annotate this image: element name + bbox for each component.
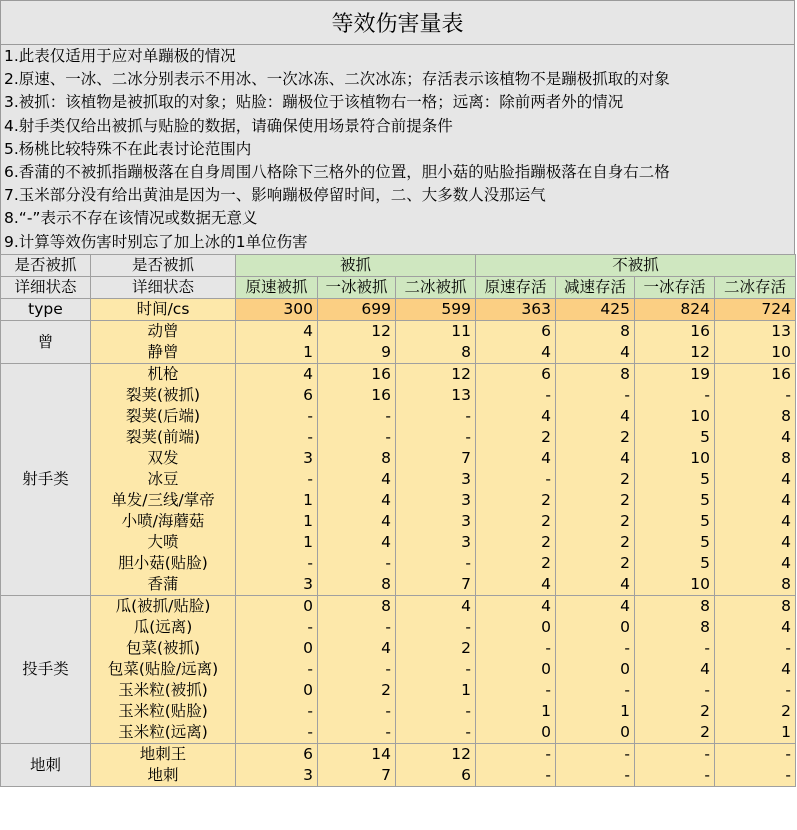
value-cell: 8: [715, 596, 796, 618]
time-cell: 363: [476, 299, 556, 321]
row-label: 单发/三线/掌帝: [91, 490, 236, 511]
header-cell: 时间/cs: [91, 299, 236, 321]
value-cell: 4: [715, 469, 796, 490]
sheet-title: 等效伤害量表: [0, 0, 795, 45]
value-cell: 8: [318, 596, 396, 618]
value-cell: -: [556, 765, 635, 787]
row-label: 裂荚(后端): [91, 406, 236, 427]
value-cell: 4: [556, 596, 635, 618]
value-cell: 4: [318, 638, 396, 659]
value-cell: 4: [318, 490, 396, 511]
value-cell: 8: [396, 342, 476, 364]
value-cell: 13: [715, 321, 796, 343]
value-cell: 14: [318, 744, 396, 766]
time-cell: 824: [635, 299, 715, 321]
value-cell: 7: [396, 574, 476, 596]
value-cell: 2: [556, 490, 635, 511]
value-cell: 1: [236, 490, 318, 511]
table-body: [1, 321, 796, 787]
value-cell: 8: [715, 448, 796, 469]
value-cell: -: [318, 406, 396, 427]
table-row: [1, 638, 796, 659]
value-cell: 6: [476, 321, 556, 343]
note-5: 5.杨桃比较特殊不在此表讨论范围内: [4, 139, 252, 158]
row-label: 玉米粒(贴脸): [91, 701, 236, 722]
header-cell: 原速被抓: [236, 277, 318, 299]
value-cell: 0: [476, 659, 556, 680]
note-8: 8.“-”表示不存在该情况或数据无意义: [4, 209, 258, 228]
value-cell: 3: [396, 490, 476, 511]
value-cell: -: [236, 617, 318, 638]
value-cell: 0: [556, 722, 635, 744]
header-caught: 被抓: [236, 255, 476, 277]
value-cell: 4: [715, 511, 796, 532]
value-cell: -: [236, 659, 318, 680]
value-cell: 2: [556, 427, 635, 448]
value-cell: -: [396, 427, 476, 448]
value-cell: 4: [396, 596, 476, 618]
note-1: 1.此表仅适用于应对单蹦极的情况: [4, 47, 236, 65]
time-cell: 724: [715, 299, 796, 321]
value-cell: 8: [318, 448, 396, 469]
value-cell: 8: [556, 321, 635, 343]
value-cell: 3: [396, 511, 476, 532]
value-cell: 4: [476, 574, 556, 596]
value-cell: 2: [556, 469, 635, 490]
value-cell: -: [236, 722, 318, 744]
table-row: [1, 321, 796, 343]
table-row: [1, 342, 796, 364]
value-cell: -: [476, 765, 556, 787]
value-cell: 16: [318, 364, 396, 386]
value-cell: -: [236, 427, 318, 448]
value-cell: 0: [236, 596, 318, 618]
value-cell: 2: [556, 553, 635, 574]
header-row-2: [1, 277, 796, 299]
table-row: [1, 659, 796, 680]
value-cell: 5: [635, 427, 715, 448]
table-row: [1, 469, 796, 490]
table-row: [1, 596, 796, 618]
value-cell: -: [396, 701, 476, 722]
header-cell: 一冰存活: [635, 277, 715, 299]
table-row: [1, 680, 796, 701]
value-cell: 2: [556, 532, 635, 553]
value-cell: 8: [715, 574, 796, 596]
group-label: 曾: [1, 321, 91, 364]
value-cell: -: [476, 744, 556, 766]
value-cell: -: [476, 469, 556, 490]
header-cell: 二冰存活: [715, 277, 796, 299]
value-cell: 2: [318, 680, 396, 701]
value-cell: 1: [236, 342, 318, 364]
value-cell: 12: [318, 321, 396, 343]
table-row: [1, 364, 796, 386]
value-cell: 1: [236, 511, 318, 532]
header-cell: 一冰被抓: [318, 277, 396, 299]
value-cell: -: [396, 406, 476, 427]
value-cell: 4: [715, 427, 796, 448]
table-row: [1, 701, 796, 722]
value-cell: 4: [556, 574, 635, 596]
table-row: [1, 744, 796, 766]
value-cell: 6: [476, 364, 556, 386]
header-not-caught: 不被抓: [476, 255, 796, 277]
value-cell: 16: [318, 385, 396, 406]
row-label: 地刺: [91, 765, 236, 787]
value-cell: -: [236, 406, 318, 427]
value-cell: -: [396, 617, 476, 638]
value-cell: 1: [556, 701, 635, 722]
value-cell: -: [396, 722, 476, 744]
value-cell: 5: [635, 511, 715, 532]
value-cell: 3: [236, 574, 318, 596]
value-cell: -: [476, 680, 556, 701]
value-cell: 16: [635, 321, 715, 343]
group-label: 投手类: [1, 596, 91, 744]
header-cell: 详细状态: [1, 277, 91, 299]
value-cell: -: [556, 385, 635, 406]
table-row: [1, 553, 796, 574]
value-cell: 1: [236, 532, 318, 553]
value-cell: -: [476, 638, 556, 659]
damage-table: [0, 254, 796, 787]
value-cell: 4: [318, 511, 396, 532]
value-cell: -: [635, 680, 715, 701]
note-4: 4.射手类仅给出被抓与贴脸的数据，请确保使用场景符合前提条件: [4, 116, 453, 135]
value-cell: 6: [236, 385, 318, 406]
value-cell: 12: [635, 342, 715, 364]
row-label: 玉米粒(被抓): [91, 680, 236, 701]
value-cell: -: [556, 638, 635, 659]
table-row: [1, 574, 796, 596]
note-6: 6.香蒲的不被抓指蹦极落在自身周围八格除下三格外的位置，胆小菇的贴脸指蹦极落在自身右二格: [4, 162, 670, 181]
value-cell: -: [635, 385, 715, 406]
value-cell: 4: [476, 596, 556, 618]
value-cell: 0: [556, 659, 635, 680]
value-cell: 4: [476, 342, 556, 364]
time-cell: 300: [236, 299, 318, 321]
header-cell: 减速存活: [556, 277, 635, 299]
value-cell: -: [556, 744, 635, 766]
value-cell: 1: [476, 701, 556, 722]
value-cell: 13: [396, 385, 476, 406]
table-row: [1, 406, 796, 427]
value-cell: 1: [396, 680, 476, 701]
value-cell: 5: [635, 532, 715, 553]
value-cell: -: [318, 553, 396, 574]
value-cell: -: [556, 680, 635, 701]
value-cell: 5: [635, 469, 715, 490]
row-label: 机枪: [91, 364, 236, 386]
table-row: [1, 511, 796, 532]
row-label: 香蒲: [91, 574, 236, 596]
note-3: 3.被抓：该植物是被抓取的对象；贴脸：蹦极位于该植物右一格；远离：除前两者外的情况: [4, 93, 624, 112]
note-7: 7.玉米部分没有给出黄油是因为一、影响蹦极停留时间，二、大多数人没那运气: [4, 186, 546, 205]
value-cell: 2: [396, 638, 476, 659]
value-cell: -: [396, 553, 476, 574]
value-cell: 4: [476, 448, 556, 469]
value-cell: 11: [396, 321, 476, 343]
value-cell: 10: [635, 448, 715, 469]
value-cell: 3: [236, 448, 318, 469]
row-label: 大喷: [91, 532, 236, 553]
value-cell: 6: [236, 744, 318, 766]
value-cell: 4: [715, 553, 796, 574]
value-cell: 2: [476, 553, 556, 574]
row-label: 裂荚(被抓): [91, 385, 236, 406]
value-cell: -: [635, 638, 715, 659]
value-cell: 5: [635, 553, 715, 574]
value-cell: 4: [715, 659, 796, 680]
value-cell: 10: [635, 574, 715, 596]
time-cell: 425: [556, 299, 635, 321]
value-cell: 0: [236, 638, 318, 659]
header-row-1: [1, 255, 796, 277]
table-row: [1, 385, 796, 406]
value-cell: 8: [635, 617, 715, 638]
value-cell: 4: [476, 406, 556, 427]
value-cell: 8: [715, 406, 796, 427]
value-cell: 9: [318, 342, 396, 364]
value-cell: 5: [635, 490, 715, 511]
value-cell: 0: [476, 617, 556, 638]
table-row: [1, 490, 796, 511]
group-label: 射手类: [1, 364, 91, 596]
value-cell: -: [318, 722, 396, 744]
row-label: 玉米粒(远离): [91, 722, 236, 744]
value-cell: -: [236, 469, 318, 490]
value-cell: 12: [396, 364, 476, 386]
value-cell: 2: [476, 532, 556, 553]
value-cell: -: [236, 553, 318, 574]
value-cell: 4: [715, 490, 796, 511]
value-cell: -: [715, 744, 796, 766]
value-cell: 4: [556, 342, 635, 364]
value-cell: 0: [236, 680, 318, 701]
row-label: 裂荚(前端): [91, 427, 236, 448]
value-cell: -: [635, 744, 715, 766]
value-cell: 2: [556, 511, 635, 532]
table-row: [1, 427, 796, 448]
value-cell: 7: [318, 765, 396, 787]
value-cell: -: [318, 617, 396, 638]
value-cell: 2: [715, 701, 796, 722]
note-2: 2.原速、一冰、二冰分别表示不用冰、一次冰冻、二次冰冻；存活表示该植物不是蹦极抓取的对象: [4, 70, 670, 89]
table-row: [1, 532, 796, 553]
value-cell: -: [318, 701, 396, 722]
row-label: 静曾: [91, 342, 236, 364]
value-cell: 2: [476, 490, 556, 511]
row-label: 瓜(远离): [91, 617, 236, 638]
value-cell: 7: [396, 448, 476, 469]
value-cell: 2: [476, 427, 556, 448]
row-label: 胆小菇(贴脸): [91, 553, 236, 574]
header-cell: 是否被抓: [91, 255, 236, 277]
value-cell: 3: [236, 765, 318, 787]
value-cell: 1: [715, 722, 796, 744]
value-cell: -: [715, 638, 796, 659]
header-cell: 二冰被抓: [396, 277, 476, 299]
table-row: [1, 765, 796, 787]
value-cell: -: [318, 659, 396, 680]
value-cell: 4: [318, 532, 396, 553]
header-cell: 原速存活: [476, 277, 556, 299]
row-label: 瓜(被抓/贴脸): [91, 596, 236, 618]
value-cell: 10: [715, 342, 796, 364]
value-cell: 3: [396, 469, 476, 490]
row-label: 地刺王: [91, 744, 236, 766]
value-cell: 0: [556, 617, 635, 638]
header-row-3: [1, 299, 796, 321]
row-label: 小喷/海蘑菇: [91, 511, 236, 532]
value-cell: 2: [635, 701, 715, 722]
header-cell: type: [1, 299, 91, 321]
table-row: [1, 448, 796, 469]
table-row: [1, 617, 796, 638]
group-label: 地刺: [1, 744, 91, 787]
time-cell: 699: [318, 299, 396, 321]
value-cell: -: [318, 427, 396, 448]
row-label: 包菜(被抓): [91, 638, 236, 659]
value-cell: 4: [715, 532, 796, 553]
value-cell: 8: [635, 596, 715, 618]
table-row: [1, 722, 796, 744]
value-cell: 4: [715, 617, 796, 638]
row-label: 动曾: [91, 321, 236, 343]
value-cell: -: [396, 659, 476, 680]
row-label: 冰豆: [91, 469, 236, 490]
value-cell: 0: [476, 722, 556, 744]
row-label: 双发: [91, 448, 236, 469]
value-cell: -: [635, 765, 715, 787]
value-cell: 12: [396, 744, 476, 766]
value-cell: -: [715, 385, 796, 406]
value-cell: 2: [635, 722, 715, 744]
value-cell: 4: [556, 406, 635, 427]
value-cell: -: [236, 701, 318, 722]
value-cell: 3: [396, 532, 476, 553]
value-cell: 2: [476, 511, 556, 532]
notes-block: [0, 45, 795, 254]
value-cell: -: [715, 765, 796, 787]
value-cell: -: [715, 680, 796, 701]
value-cell: 10: [635, 406, 715, 427]
header-cell: 是否被抓: [1, 255, 91, 277]
value-cell: 19: [635, 364, 715, 386]
value-cell: 8: [556, 364, 635, 386]
value-cell: 4: [635, 659, 715, 680]
value-cell: -: [476, 385, 556, 406]
value-cell: 8: [318, 574, 396, 596]
time-cell: 599: [396, 299, 476, 321]
value-cell: 4: [556, 448, 635, 469]
value-cell: 4: [236, 321, 318, 343]
note-9: 9.计算等效伤害时别忘了加上冰的1单位伤害: [4, 232, 308, 251]
value-cell: 6: [396, 765, 476, 787]
value-cell: 16: [715, 364, 796, 386]
value-cell: 4: [236, 364, 318, 386]
value-cell: 4: [318, 469, 396, 490]
header-cell: 详细状态: [91, 277, 236, 299]
row-label: 包菜(贴脸/远离): [91, 659, 236, 680]
